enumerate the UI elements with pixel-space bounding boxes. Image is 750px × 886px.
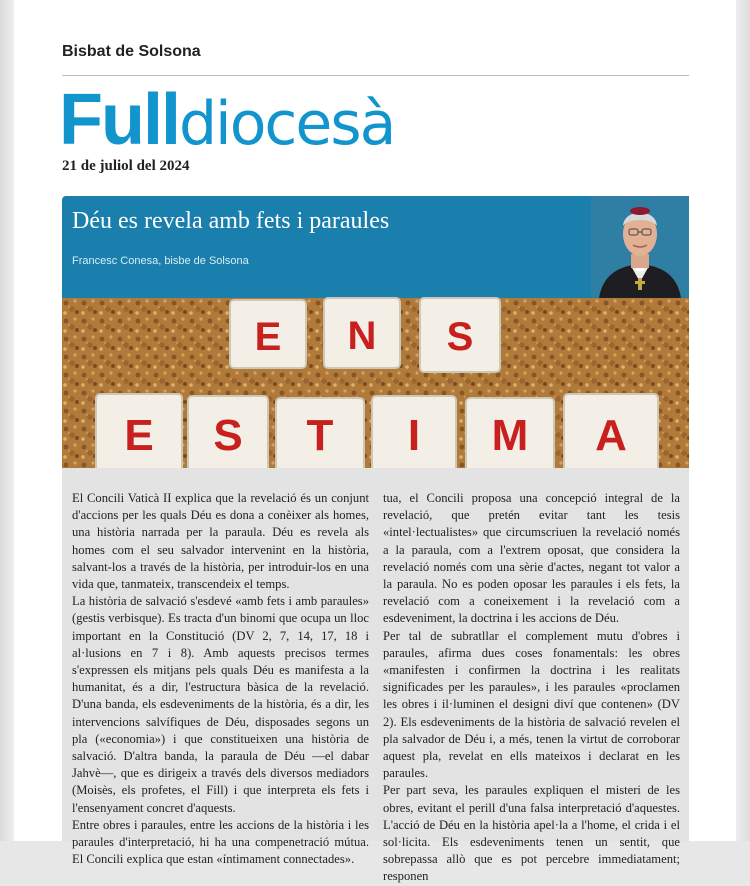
article-paragraph: Entre obres i paraules, entre les accions de la història i les paraules d'interpretació, hi ha una compenetració mútua. El Concili explica que estan «íntimament connectades».: [72, 817, 369, 867]
svg-text:I: I: [407, 411, 421, 460]
organization-name: Bisbat de Solsona: [62, 43, 201, 60]
scrabble-tiles-photo: [62, 298, 689, 468]
masthead-light-word: diocesà: [178, 89, 395, 159]
article-title: Déu es revela amb fets i paraules: [72, 208, 390, 234]
issue-date: 21 de juliol del 2024: [62, 158, 190, 174]
svg-text:M: M: [491, 411, 529, 460]
svg-text:S: S: [446, 315, 474, 359]
tile-M-bottom: [466, 398, 554, 472]
svg-text:N: N: [347, 314, 377, 358]
article-column-right: [383, 490, 680, 886]
header-divider: [62, 75, 689, 76]
tile-T-bottom: [276, 398, 364, 472]
bishop-portrait: [591, 196, 689, 298]
masthead-logo: [59, 80, 394, 160]
masthead-bold-word: Full: [59, 80, 179, 160]
article-banner: [62, 196, 689, 298]
article-paragraph: Per tal de subratllar el complement mutu d'obres i paraules, afirma dues coses fonamentals: les obres «manifesten i confirmen la doctrina i les realitats significades per les paraules», i les paraules «proclamen les obres i il·luminen el designi diví que contenen» (DV 2). Els esdeveniments de la història de salvació revelen el pla salvador de Déu i, a més, tenen la virtut de corroborar aquest pla, revelat en ells mateixos i declarat en les paraules.: [383, 628, 680, 781]
newsletter-page: [14, 0, 736, 884]
svg-text:S: S: [213, 411, 243, 460]
article-author: Francesc Conesa, bisbe de Solsona: [72, 255, 249, 267]
svg-text:E: E: [124, 411, 154, 460]
page-shadow-right: [736, 0, 750, 841]
tile-I-bottom: [372, 396, 456, 472]
tile-E-top: [230, 300, 306, 368]
article-paragraph: El Concili Vaticà II explica que la revelació és un conjunt d'accions per les quals Déu es dona a conèixer als homes, una història narrada per la paraula. Déu es revela als homes com el seu salvador intervenint en la història, salvant-los a través de la història, per introduir-los en una vida que, tanmateix, transcendeix el temps.: [72, 491, 369, 592]
svg-text:E: E: [254, 315, 282, 359]
tile-A-bottom: [564, 394, 658, 472]
article-photo: [62, 298, 689, 468]
svg-text:A: A: [595, 411, 627, 460]
tile-S-top: [420, 298, 500, 372]
tile-E-bottom: [96, 394, 182, 472]
article-paragraph: Per part seva, les paraules expliquen el misteri de les obres, evitant el perill d'una falsa interpretació d'aquestes. L'acció de Déu en la història apel·la a l'home, el crida i el sol·licita. Els esdeveniments tenen un sentit, que sobrepassa allò que es pot percebre immediatament; responen: [383, 783, 680, 884]
tile-N-top: [324, 298, 400, 368]
page-shadow-left: [0, 0, 14, 841]
tile-S-bottom: [188, 396, 268, 472]
article-paragraph: tua, el Concili proposa una concepció integral de la revelació, que pretén evitar tant les tesis «intel·lectualistes» que circumscriuen la revelació només a la paraula, com a l'extrem oposat, que considera la revelació només com una sèrie d'actes, negant tot valor a la paraula. No es poden oposar les paraules i els fets, la revelació com a coneixement i la revelació com a esdeveniment, la doctrina i les accions de Déu.: [383, 491, 680, 626]
article-column-left: [72, 490, 369, 868]
svg-text:T: T: [306, 411, 334, 460]
article-paragraph: La història de salvació s'esdevé «amb fets i amb paraules» (gestis verbisque). Es tracta d'un binomi que ocupa un lloc important en la Constitució (DV 2, 7, 14, 17, 18 i al·lusions en 7 i 8). Amb aquests precisos termes s'expressen els mitjans pels quals Déu es manifesta a la humanitat, és a dir, l'estructura bàsica de la revelació. D'una banda, els esdeveniments de la història, és a dir, les intervencions salvífiques de Déu, disposades segons un pla («economia») i que constitueixen una història de salvació. D'altra banda, la paraula de Déu —el dabar Jahvè—, que es dirigeix a través dels diversos mediadors (Moisès, els profetes, el Fill) i que interpreta els fets i l'ensenyament concret d'aquests.: [72, 594, 369, 815]
article-body: [62, 468, 689, 884]
